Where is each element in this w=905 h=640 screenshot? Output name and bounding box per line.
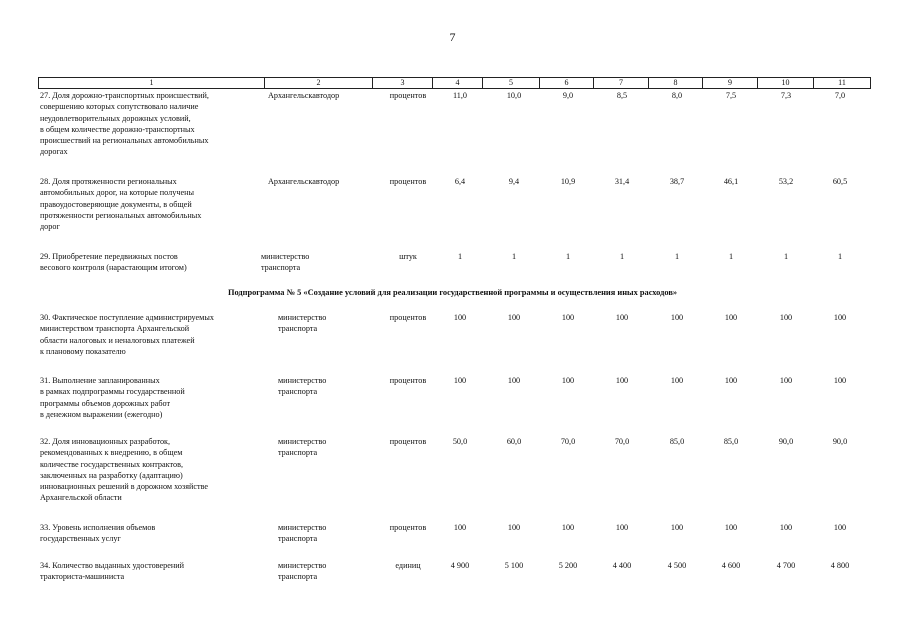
header-cell: 2: [264, 78, 372, 88]
indicator-name: 28. Доля протяженности региональных автомобильных дорог, на которые получены правоудостоверяющие документы, в общей протяженности региональных автомобильных дорог: [40, 177, 202, 232]
value-cell: 38,7: [669, 177, 685, 186]
unit: процентов: [389, 177, 427, 186]
value-cell: 46,1: [723, 177, 739, 186]
value-cell: 6,4: [454, 177, 466, 186]
value-cell: 7,0: [834, 91, 846, 100]
value-cell: 70,0: [560, 437, 576, 446]
value-cell: 50,0: [452, 437, 468, 446]
indicator-name: 33. Уровень исполнения объемов государственных услуг: [40, 523, 156, 544]
table-header-row: [38, 77, 871, 89]
value-cell: 100: [507, 313, 521, 322]
value-cell: 4 600: [721, 561, 741, 570]
header-cell: 6: [539, 78, 593, 88]
value-cell: 100: [507, 376, 521, 385]
value-cell: 1: [783, 252, 789, 261]
value-cell: 11,0: [452, 91, 468, 100]
value-cell: 1: [728, 252, 734, 261]
indicator-name: 29. Приобретение передвижных постов весового контроля (нарастающим итогом): [40, 252, 187, 273]
value-cell: 7,3: [780, 91, 792, 100]
value-cell: 1: [511, 252, 517, 261]
header-cell: 3: [372, 78, 432, 88]
value-cell: 9,4: [508, 177, 520, 186]
value-cell: 100: [833, 313, 847, 322]
value-cell: 100: [615, 523, 629, 532]
value-cell: 100: [779, 376, 793, 385]
value-cell: 90,0: [778, 437, 794, 446]
value-cell: 4 400: [612, 561, 632, 570]
header-cell: 5: [482, 78, 539, 88]
header-cell: 4: [432, 78, 482, 88]
value-cell: 100: [833, 376, 847, 385]
responsible-org: министерство транспорта: [278, 313, 327, 334]
responsible-org: министерство транспорта: [278, 376, 327, 397]
value-cell: 100: [561, 523, 575, 532]
value-cell: 85,0: [723, 437, 739, 446]
value-cell: 5 100: [504, 561, 524, 570]
value-cell: 100: [561, 313, 575, 322]
value-cell: 100: [670, 313, 684, 322]
header-cell: 9: [702, 78, 757, 88]
value-cell: 1: [565, 252, 571, 261]
indicator-name: 34. Количество выданных удостоверений тракториста-машиниста: [40, 561, 185, 582]
value-cell: 100: [453, 313, 467, 322]
value-cell: 7,5: [725, 91, 737, 100]
indicator-name: 30. Фактическое поступление администрируемых министерством транспорта Архангельской области налоговых и неналоговых платежей к плановому показателю: [40, 313, 214, 356]
responsible-org: Архангельскавтодор: [268, 91, 340, 100]
value-cell: 1: [837, 252, 843, 261]
responsible-org: Архангельскавтодор: [268, 177, 340, 186]
value-cell: 100: [779, 313, 793, 322]
indicator-name: 27. Доля дорожно-транспортных происшествий, совершению которых сопутствовало наличие неудовлетворительных дорожных условий, в общем количестве дорожно-транспортных происшествий на региональных автомобильных дорогах: [40, 91, 209, 157]
value-cell: 10,0: [506, 91, 522, 100]
page-number: 7: [449, 30, 456, 44]
value-cell: 100: [724, 376, 738, 385]
value-cell: 10,9: [560, 177, 576, 186]
header-cell: 1: [149, 78, 154, 87]
value-cell: 4 800: [830, 561, 850, 570]
responsible-org: министерство транспорта: [278, 523, 327, 544]
value-cell: 5 200: [558, 561, 578, 570]
responsible-org: министерство транспорта: [261, 252, 310, 273]
unit: процентов: [389, 376, 427, 385]
value-cell: 1: [457, 252, 463, 261]
responsible-org: министерство транспорта: [278, 561, 327, 582]
subprogram-heading: Подпрограмма № 5 «Создание условий для реализации государственной программы и осуществления иных расходов»: [227, 288, 678, 297]
value-cell: 100: [561, 376, 575, 385]
value-cell: 4 700: [776, 561, 796, 570]
value-cell: 100: [724, 523, 738, 532]
value-cell: 100: [724, 313, 738, 322]
header-cell: 7: [593, 78, 648, 88]
unit: процентов: [389, 437, 427, 446]
responsible-org: министерство транспорта: [278, 437, 327, 458]
value-cell: 100: [779, 523, 793, 532]
unit: процентов: [389, 313, 427, 322]
value-cell: 100: [833, 523, 847, 532]
value-cell: 53,2: [778, 177, 794, 186]
value-cell: 1: [674, 252, 680, 261]
value-cell: 8,0: [671, 91, 683, 100]
value-cell: 100: [453, 523, 467, 532]
value-cell: 4 900: [450, 561, 470, 570]
header-cell: 10: [757, 78, 813, 88]
value-cell: 1: [619, 252, 625, 261]
indicator-name: 32. Доля инновационных разработок, рекомендованных к внедрению, в общем количестве государственных контрактов, заключенных на разработку (адаптацию) инновационных решений в дорожном хозяйстве Архангельской области: [40, 437, 209, 503]
value-cell: 85,0: [669, 437, 685, 446]
value-cell: 60,5: [832, 177, 848, 186]
value-cell: 100: [507, 523, 521, 532]
value-cell: 100: [615, 376, 629, 385]
value-cell: 100: [453, 376, 467, 385]
value-cell: 9,0: [562, 91, 574, 100]
value-cell: 4 500: [667, 561, 687, 570]
unit: процентов: [389, 523, 427, 532]
value-cell: 90,0: [832, 437, 848, 446]
unit: процентов: [389, 91, 427, 100]
header-cell: 11: [813, 78, 870, 88]
unit: единиц: [395, 561, 421, 570]
value-cell: 70,0: [614, 437, 630, 446]
value-cell: 100: [670, 523, 684, 532]
unit: штук: [399, 252, 417, 261]
value-cell: 100: [670, 376, 684, 385]
value-cell: 100: [615, 313, 629, 322]
value-cell: 31,4: [614, 177, 630, 186]
header-cell: 8: [648, 78, 702, 88]
value-cell: 60,0: [506, 437, 522, 446]
indicator-name: 31. Выполнение запланированных в рамках подпрограммы государственной программы объемов дорожных работ в денежном выражении (ежегодно): [40, 376, 185, 419]
value-cell: 8,5: [616, 91, 628, 100]
